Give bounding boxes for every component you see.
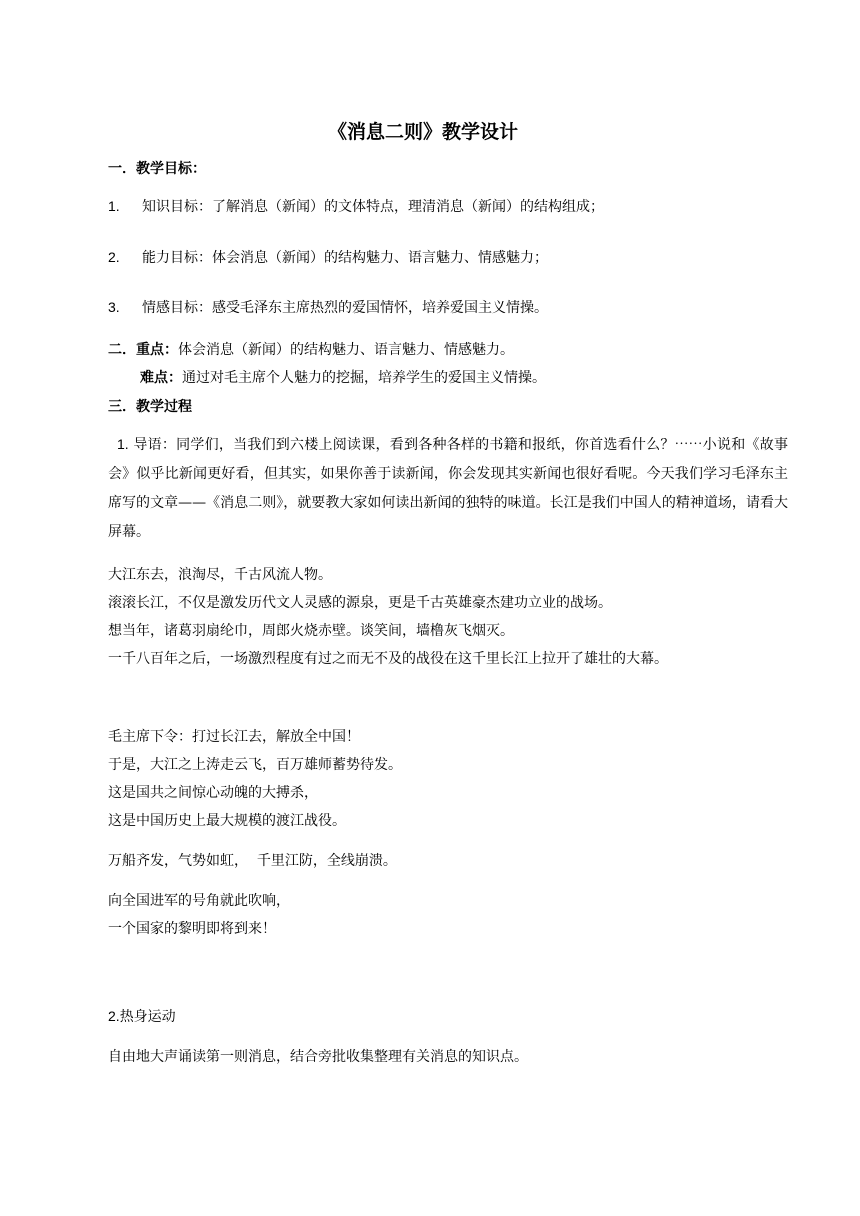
objective-text: 情感目标：感受毛泽东主席热烈的爱国情怀，培养爱国主义情操。 xyxy=(142,300,548,316)
objective-item xyxy=(108,297,548,317)
poem-line: 向全国进军的号角就此吹响， xyxy=(108,893,290,909)
objective-text: 知识目标：了解消息（新闻）的文体特点，理清消息（新闻）的结构组成； xyxy=(142,199,604,215)
list-number: 3. xyxy=(108,299,120,315)
step-title: 热身运动 xyxy=(119,1009,176,1025)
intro-text: 导语：同学们，当我们到六楼上阅读课，看到各种各样的书籍和报纸，你首选看什么？⋯⋯小说和《故事会》似乎比新闻更好看，但其实，如果你善于读新闻，你会发现其实新闻也很好看呢。今天我们学习毛泽东主席写的文章——《消息二则》，就要教大家如何读出新闻的独特的味道。长江是我们中国人的精神道场，请看大屏幕。 xyxy=(108,437,789,540)
poem-line: 大江东去，浪淘尽，千古风流人物。 xyxy=(108,567,332,583)
step-heading xyxy=(108,1006,176,1026)
key-point-line xyxy=(108,339,514,359)
list-number: 1. xyxy=(117,436,129,452)
section-heading-process: 三．教学过程 xyxy=(108,399,192,415)
intro-paragraph xyxy=(108,430,788,547)
difficulty-line xyxy=(140,367,546,387)
key-text: 体会消息（新闻）的结构魅力、语言魅力、情感魅力。 xyxy=(178,342,514,358)
poem-line: 一千八百年之后，一场激烈程度有过之而无不及的战役在这千里长江上拉开了雄壮的大幕。 xyxy=(108,651,668,667)
poem-line: 万船齐发，气势如虹， 千里江防，全线崩溃。 xyxy=(108,853,397,869)
list-number: 2. xyxy=(108,1008,120,1024)
poem-line: 滚滚长江，不仅是激发历代文人灵感的源泉，更是千古英雄豪杰建功立业的战场。 xyxy=(108,595,612,611)
objective-text: 能力目标：体会消息（新闻）的结构魅力、语言魅力、情感魅力； xyxy=(142,250,548,266)
list-number: 2. xyxy=(108,249,120,265)
step-body: 自由地大声诵读第一则消息，结合旁批收集整理有关消息的知识点。 xyxy=(108,1049,528,1065)
poem-line: 于是，大江之上涛走云飞，百万雄师蓄势待发。 xyxy=(108,757,402,773)
list-number: 1. xyxy=(108,198,120,214)
page-title: 《消息二则》教学设计 xyxy=(328,121,519,143)
difficulty-text: 通过对毛主席个人魅力的挖掘，培养学生的爱国主义情操。 xyxy=(182,370,546,386)
section-heading-key: 二． xyxy=(108,342,136,358)
poem-line: 这是中国历史上最大规模的渡江战役。 xyxy=(108,813,346,829)
objective-item xyxy=(108,247,548,267)
objective-item xyxy=(108,196,604,216)
difficulty-label: 难点： xyxy=(140,370,182,386)
key-label: 重点： xyxy=(136,342,178,358)
section-heading-objectives: 一．教学目标： xyxy=(108,161,206,177)
poem-line: 一个国家的黎明即将到来！ xyxy=(108,921,276,937)
poem-line: 毛主席下令：打过长江去，解放全中国！ xyxy=(108,729,360,745)
poem-line: 这是国共之间惊心动魄的大搏杀， xyxy=(108,785,318,801)
poem-line: 想当年，诸葛羽扇纶巾，周郎火烧赤壁。谈笑间，墙橹灰飞烟灭。 xyxy=(108,623,514,639)
